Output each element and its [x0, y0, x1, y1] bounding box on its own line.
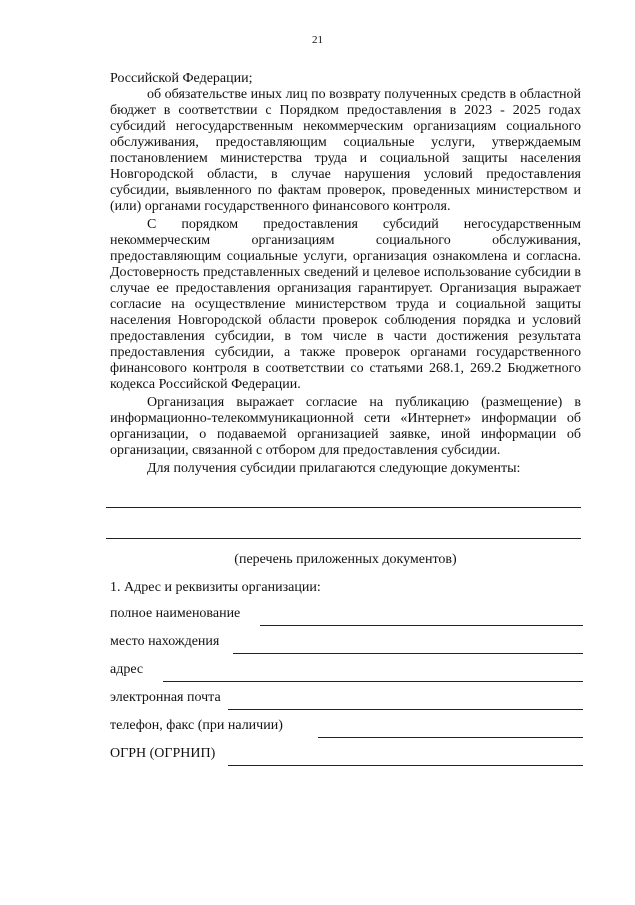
documents-line-2[interactable] [106, 538, 581, 539]
documents-line-1[interactable] [106, 507, 581, 508]
page-number: 21 [312, 34, 323, 46]
paragraph-consent-procedure: С порядком предоставления субсидий негосударственным некоммерческим организациям социального обслуживания, предоставляющим социальные услуги, организация ознакомлена и согласна. Достоверность представленных сведений и целевое использование субсидии в случае ее предоставления организация гарантирует. Организация выражает согласие на осуществление министерством труда и социальной защиты населения Новгородской области проверок соблюдения порядка и условий предоставления субсидии, в том числе в части достижения результата предоставления субсидии, а также проверок органами государственного финансового контроля в соответствии со статьями 268.1, 269.2 Бюджетного кодекса Российской Федерации. [110, 217, 581, 392]
field-label-phone-fax: телефон, факс (при наличии) [110, 718, 283, 733]
paragraph-obligation: об обязательстве иных лиц по возврату полученных средств в областной бюджет в соответствии с Порядком предоставления в 2023 - 2025 годах субсидий негосударственным некоммерческим организациям социального обслуживания, предоставляющим социальные услуги, утверждаемым постановлением министерства труда и социальной защиты населения Новгородской области, в случае нарушения условий предоставления субсидии, выявленного по фактам проверок, проведенных министерством и (или) органами государственного финансового контроля. [110, 87, 581, 214]
paragraph-intro-end: Российской Федерации; [110, 71, 253, 86]
field-label-location: место нахождения [110, 634, 220, 649]
paragraph-consent-publication: Организация выражает согласие на публикацию (размещение) в информационно-телекоммуникационной сети «Интернет» информации об организации, о подаваемой организацией заявке, иной информации об организации, связанной с отбором для предоставления субсидии. [110, 395, 581, 458]
field-location [110, 626, 581, 654]
field-label-ogrn: ОГРН (ОГРНИП) [110, 746, 216, 761]
paragraph-documents-intro: Для получения субсидии прилагаются следующие документы: [147, 461, 521, 476]
field-label-full-name: полное наименование [110, 606, 241, 621]
field-phone-fax [110, 710, 581, 738]
field-ogrn [110, 738, 581, 766]
documents-caption: (перечень приложенных документов) [234, 552, 457, 567]
field-line-ogrn[interactable] [228, 765, 583, 766]
section-title: 1. Адрес и реквизиты организации: [110, 580, 321, 595]
field-full-name [110, 598, 581, 626]
field-email [110, 682, 581, 710]
field-label-address: адрес [110, 662, 144, 677]
field-address [110, 654, 581, 682]
field-label-email: электронная почта [110, 690, 221, 705]
document-body [110, 71, 581, 766]
